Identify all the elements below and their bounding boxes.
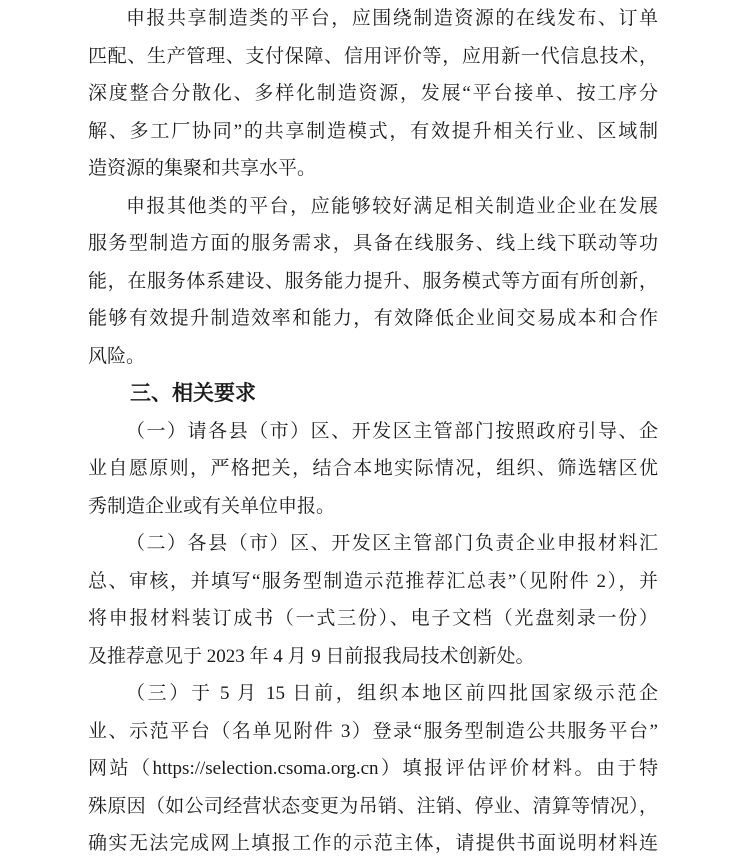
document-line: 申报共享制造类的平台，应围绕制造资源的在线发布、订单	[126, 8, 658, 29]
document-line: 能，在服务体系建设、服务能力提升、服务模式等方面有所创新，	[88, 270, 658, 292]
document-line: 申报其他类的平台，应能够较好满足相关制造业企业在发展	[126, 195, 658, 217]
document-line: 秀制造企业或有关单位申报。	[88, 495, 336, 517]
document-line: 确实无法完成网上填报工作的示范主体，请提供书面说明材料连	[88, 833, 658, 854]
document-line: （一）请各县（市）区、开发区主管部门按照政府引导、企	[126, 420, 658, 442]
paragraph	[88, 0, 658, 188]
document-line: 殊原因（如公司经营状态变更为吊销、注销、停业、清算等情况），	[88, 795, 658, 817]
document-line: 将申报材料装订成书（一式三份）、电子文档（光盘刻录一份）	[88, 608, 658, 629]
document-line: （二）各县（市）区、开发区主管部门负责企业申报材料汇	[126, 533, 658, 554]
document-body	[88, 0, 658, 863]
document-line: （三）于 5 月 15 日前，组织本地区前四批国家级示范企	[126, 683, 658, 704]
document-line: 总、审核，并填写“服务型制造示范推荐汇总表”（见附件 2），并	[88, 570, 658, 592]
document-line: 服务型制造方面的服务需求，具备在线服务、线上线下联动等功	[88, 233, 658, 254]
document-line: 及推荐意见于 2023 年 4 月 9 日前报我局技术创新处。	[88, 645, 535, 667]
document-line: 业、示范平台（名单见附件 3）登录“服务型制造公共服务平台”	[88, 720, 658, 742]
document-line: 业自愿原则，严格把关，结合本地实际情况，组织、筛选辖区优	[88, 458, 658, 479]
document-line: 风险。	[88, 345, 146, 367]
paragraph	[88, 675, 658, 863]
document-line: 解、多工厂协同”的共享制造模式，有效提升相关行业、区域制	[88, 120, 658, 142]
document-line: 造资源的集聚和共享水平。	[88, 158, 317, 179]
paragraph	[88, 525, 658, 675]
document-line: 能够有效提升制造效率和能力，有效降低企业间交易成本和合作	[88, 308, 658, 329]
heading-line: 三、相关要求	[130, 382, 256, 405]
document-line: 匹配、生产管理、支付保障、信用评价等，应用新一代信息技术，	[88, 45, 658, 67]
paragraph	[88, 188, 658, 376]
paragraph	[88, 413, 658, 526]
document-line: 网站（https://selection.csoma.org.cn）填报评估评价材料。由于特	[88, 758, 658, 779]
document-line: 深度整合分散化、多样化制造资源，发展“平台接单、按工序分	[88, 83, 658, 104]
section-heading	[88, 375, 658, 413]
